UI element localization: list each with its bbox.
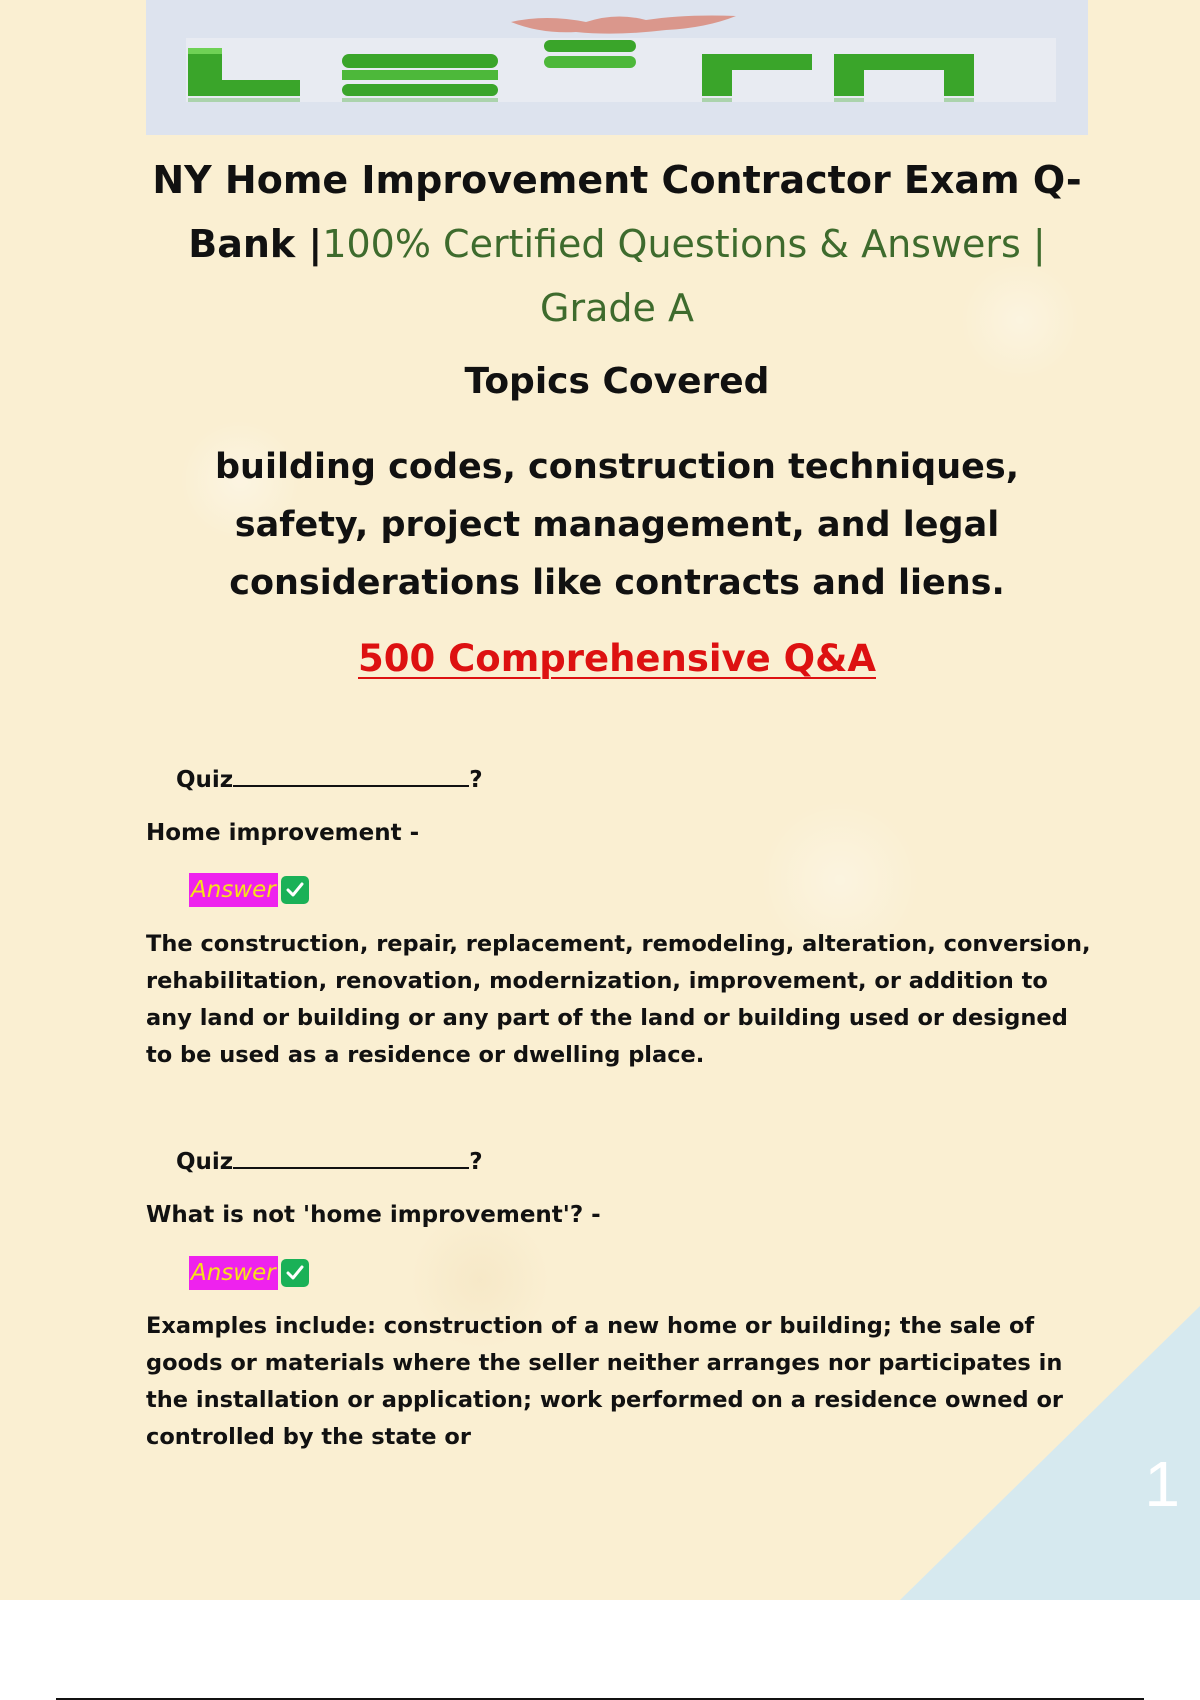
title-part-1: NY Home Improvement Contractor Exam Q- xyxy=(152,158,1082,202)
answer-text: The construction, repair, replacement, remodeling, alteration, conversion, rehabilitation, renovation, modernization, improvement, or addition to any land or building or any part of the land or building used or designed to be used as a residence or dwelling place. xyxy=(146,931,1091,1068)
answer-badge: Answer xyxy=(189,873,278,907)
quiz-blank xyxy=(233,767,469,787)
title-part-3: 100% Certified Questions & Answers | xyxy=(322,222,1046,266)
checkmark-icon xyxy=(281,876,309,904)
answer-label-row xyxy=(189,873,309,907)
quiz-label: Quiz ? xyxy=(176,767,483,793)
quiz-blank xyxy=(233,1149,469,1169)
quiz-label: Quiz ? xyxy=(176,1149,483,1175)
topics-heading: Topics Covered xyxy=(464,361,770,402)
checkmark-icon xyxy=(281,1259,309,1287)
topics-text: building codes, construction techniques, safety, project management, and legal considerations like contracts and liens. xyxy=(214,447,1020,603)
answer-badge: Answer xyxy=(189,1256,278,1290)
document-title xyxy=(146,148,1088,340)
page-number: 1 xyxy=(1144,1448,1180,1520)
answer-label-row xyxy=(189,1256,309,1290)
qa-count-label: 500 Comprehensive Q&A xyxy=(358,637,876,680)
question-text: What is not 'home improvement'? - xyxy=(146,1202,601,1228)
question-text: Home improvement - xyxy=(146,820,420,846)
title-part-2: Bank | xyxy=(188,222,323,266)
title-part-4: Grade A xyxy=(540,286,694,330)
logo-banner xyxy=(146,0,1088,135)
learn-logo xyxy=(146,0,1088,135)
answer-text: Examples include: construction of a new home or building; the sale of goods or materials where the seller neither arranges nor participates in the installation or application; work performed on a residence owned or controlled by the state or xyxy=(146,1313,1064,1450)
qa-count xyxy=(146,636,1088,682)
